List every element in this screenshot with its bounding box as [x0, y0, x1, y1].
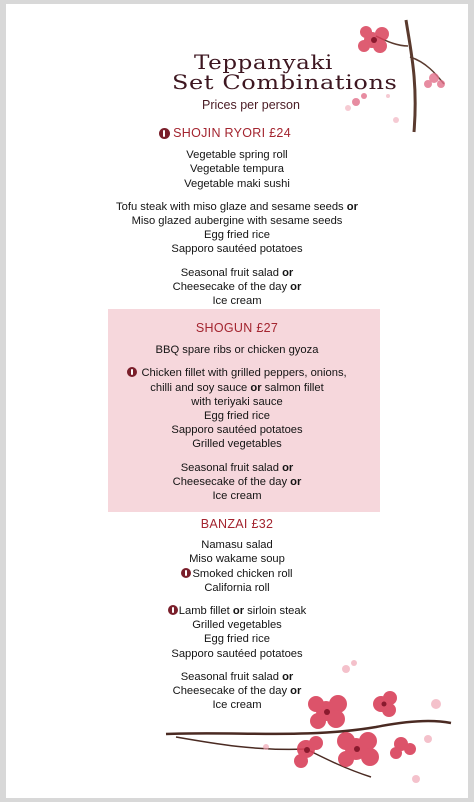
- shogun-title: SHOGUN £27: [195, 321, 279, 335]
- menu-item: Cheesecake of the day or: [172, 475, 302, 488]
- menu-item: BBQ spare ribs or chicken gyoza: [155, 344, 319, 357]
- spicy-icon: [168, 605, 178, 615]
- menu-item: Seasonal fruit salad or: [180, 461, 294, 474]
- menu-item: Seasonal fruit salad or: [180, 670, 294, 683]
- banzai-title: BANZAI £32: [200, 517, 274, 531]
- menu-item: Namasu salad: [201, 539, 273, 552]
- menu-item: Ice cream: [212, 490, 262, 503]
- shojin-ryori-section: [6, 126, 468, 308]
- menu-item: Seasonal fruit salad or: [180, 266, 294, 279]
- menu-title-line2: Set Combinations: [172, 70, 398, 94]
- menu-item: Sapporo sautéed potatoes: [171, 647, 303, 660]
- shojin-ryori-title: SHOJIN RYORI £24: [173, 126, 291, 140]
- menu-item: Lamb fillet or sirloin steak: [6, 604, 468, 618]
- vegetarian-icon: [159, 128, 170, 139]
- menu-item: Ice cream: [212, 699, 262, 712]
- menu-item: Egg fried rice: [204, 633, 270, 646]
- menu-item: chilli and soy sauce or salmon fillet: [150, 381, 324, 394]
- menu-item: California roll: [204, 581, 270, 594]
- menu-subtitle: Prices per person: [202, 98, 300, 112]
- menu-item: Vegetable spring roll: [186, 149, 288, 162]
- menu-item: Miso glazed aubergine with sesame seeds: [131, 215, 343, 228]
- menu-page: [6, 4, 468, 798]
- menu-item: Miso wakame soup: [189, 553, 285, 566]
- shogun-section: [6, 321, 468, 503]
- menu-item: Sapporo sautéed potatoes: [171, 243, 303, 256]
- menu-item: Vegetable tempura: [190, 163, 284, 176]
- menu-item: Chicken fillet with grilled peppers, onions,: [6, 366, 468, 380]
- menu-item: with teriyaki sauce: [191, 395, 283, 408]
- menu-item: Grilled vegetables: [192, 619, 282, 632]
- spicy-icon: [127, 367, 137, 377]
- menu-item: Egg fried rice: [204, 410, 270, 423]
- cherry-blossom-bottom-illustration: [156, 649, 456, 798]
- menu-item: Cheesecake of the day or: [172, 685, 302, 698]
- menu-item: Egg fried rice: [204, 229, 270, 242]
- spicy-icon: [181, 568, 191, 578]
- menu-item: Smoked chicken roll: [6, 567, 468, 581]
- menu-title-line1: Teppanyaki: [194, 50, 333, 74]
- menu-item: Grilled vegetables: [192, 438, 282, 451]
- menu-item: Cheesecake of the day or: [172, 280, 302, 293]
- menu-item: Ice cream: [212, 295, 262, 308]
- menu-item: Vegetable maki sushi: [184, 177, 290, 190]
- menu-item: Tofu steak with miso glaze and sesame seeds or: [116, 200, 358, 213]
- menu-item: Sapporo sautéed potatoes: [171, 424, 303, 437]
